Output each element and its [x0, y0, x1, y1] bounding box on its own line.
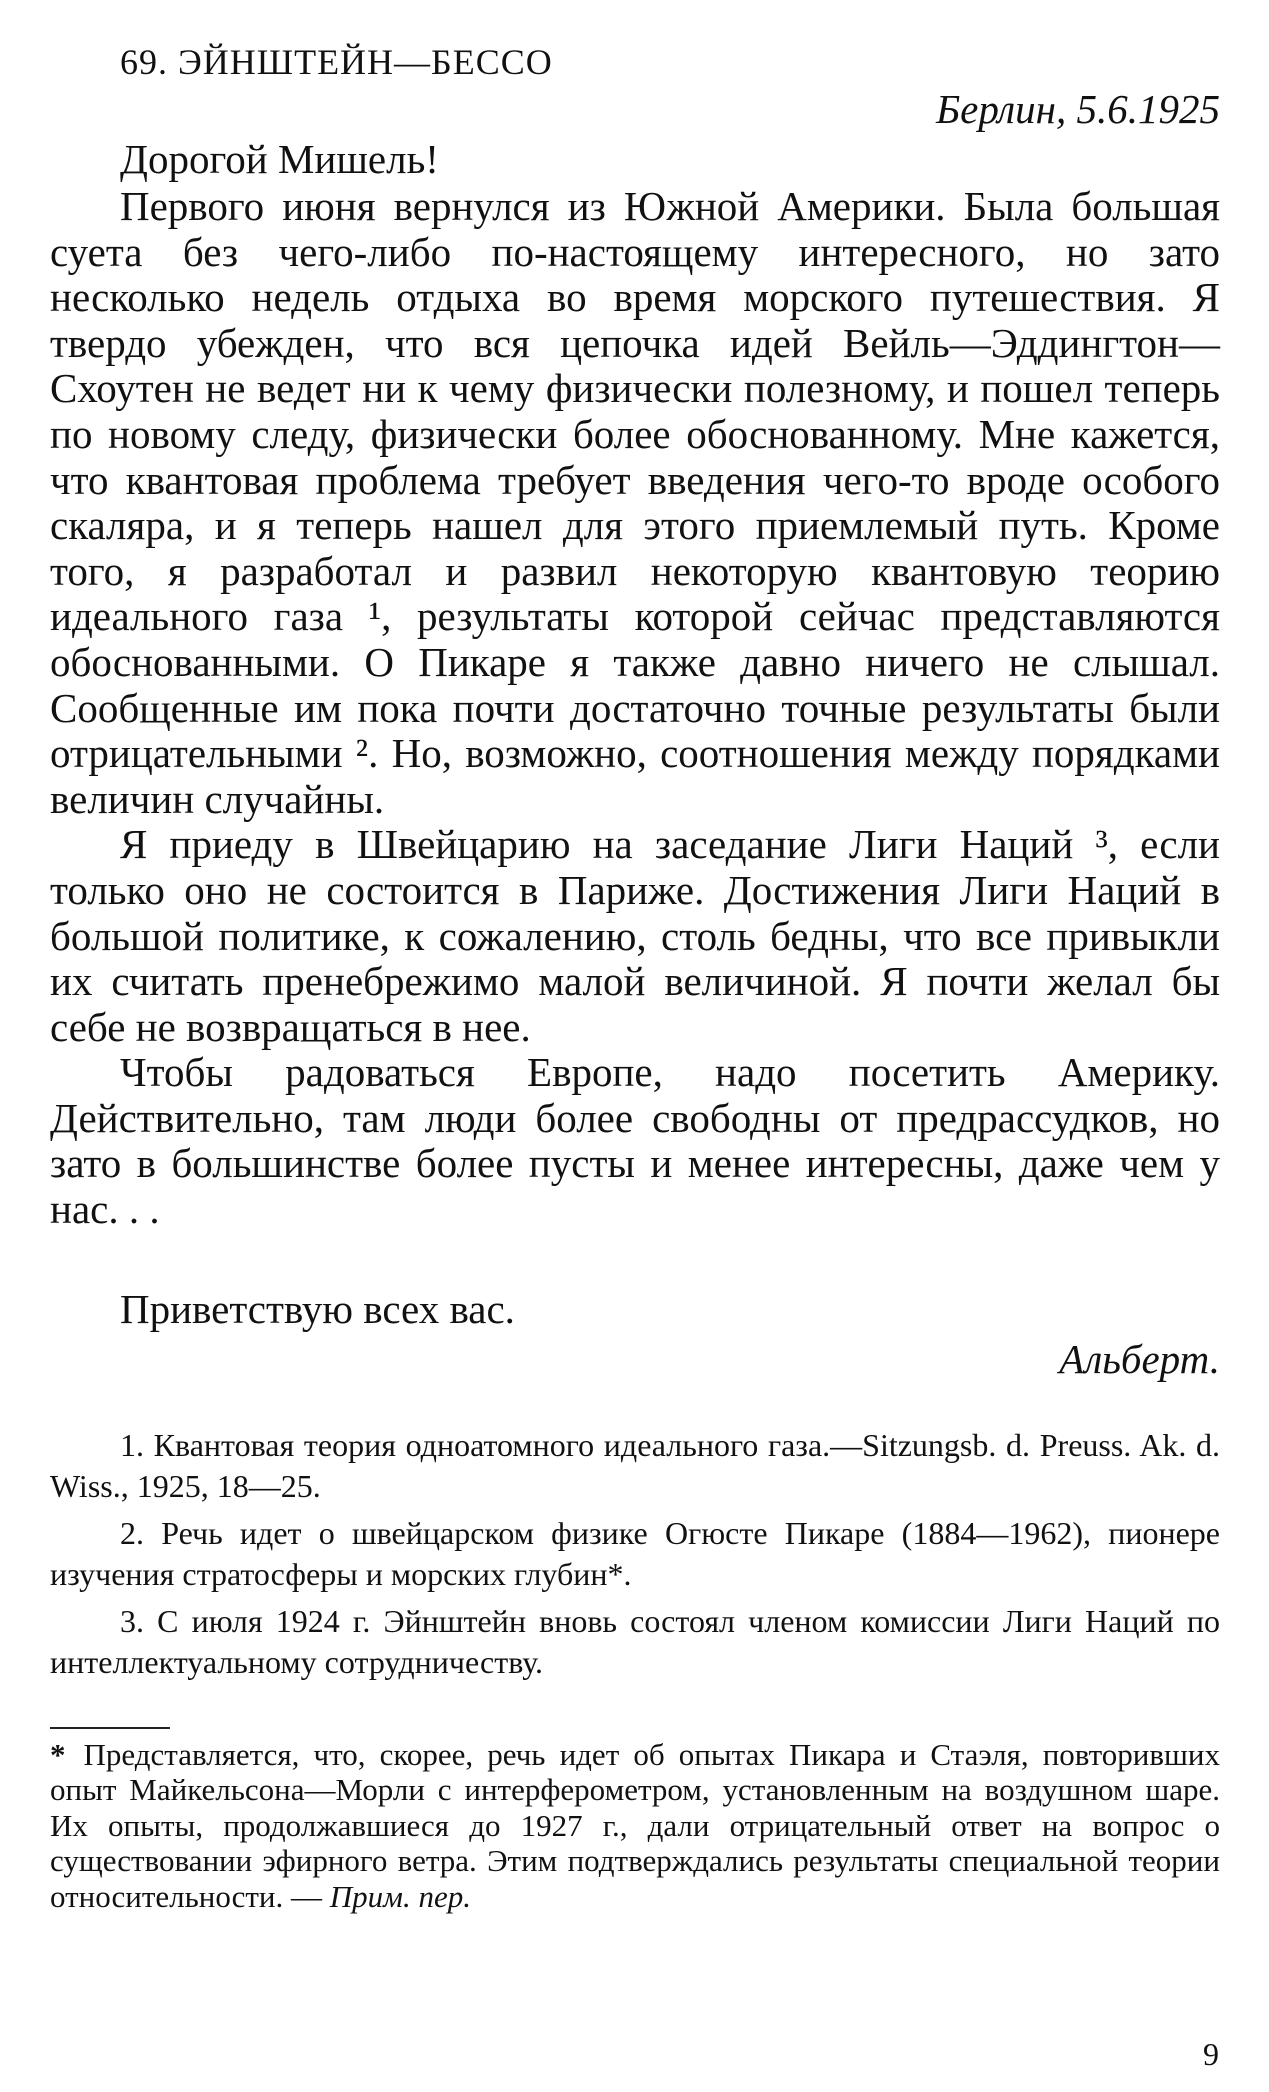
- letter-body: [50, 184, 1220, 1233]
- letter-heading: 69. ЭЙНШТЕЙН—БЕССО: [120, 42, 553, 82]
- salutation: Дорогой Мишель!: [120, 136, 439, 182]
- signature: Альберт.: [1059, 1335, 1220, 1382]
- translator-footnote: [50, 1737, 1220, 1915]
- letter-paragraph-3: Чтобы радоваться Европе, надо посетить Америку. Действительно, там люди более свободны от предрассудков, но зато в большинстве более пусты и менее интересны, даже чем у нас. . .: [50, 1049, 1220, 1233]
- closing-greeting: Приветствую всех вас.: [120, 1285, 515, 1332]
- letter-paragraph-1: Первого июня вернулся из Южной Америки. Была большая суета без чего-либо по-настоящему интересного, но зато несколько недель отдыха во время морского путешествия. Я твердо убежден, что вся цепочка идей Вейль—Эддингтон—Схоутен не ведет ни к чему физически полезному, и пошел теперь по новому следу, физически более обоснованному. Мне кажется, что квантовая проблема требует введения чего-то вроде особого скаляра, и я теперь нашел для этого приемлемый путь. Кроме того, я разработал и развил некоторую квантовую теорию идеального газа ¹, результаты которой сейчас представляются обоснованными. О Пикаре я также давно ничего не слышал. Сообщенные им пока почти достаточно точные результаты были отрицательными ². Но, возможно, соотношения между порядками величин случайны.: [50, 183, 1220, 822]
- footnote-divider: [50, 1727, 170, 1729]
- endnote-3: 3. С июля 1924 г. Эйнштейн вновь состоял членом комиссии Лиги Наций по интеллектуальному сотрудничеству.: [50, 1602, 1220, 1680]
- footnote-attribution: Прим. пер.: [329, 1878, 471, 1914]
- endnote-2: 2. Речь идет о швейцарском физике Огюсте Пикаре (1884—1962), пионере изучения стратосферы и морских глубин*.: [50, 1514, 1220, 1592]
- book-page: [50, 40, 1220, 1914]
- endnote-1: 1. Квантовая теория одноатомного идеального газа.—Sitzungsb. d. Preuss. Ak. d. Wiss., 1925, 18—25.: [50, 1426, 1220, 1504]
- footnote-mark: *: [50, 1736, 66, 1772]
- footnote-text: Представляется, что, скорее, речь идет об опытах Пикара и Стаэля, повторивших опыт Майкельсона—Морли с интерферометром, установленным на воздушном шаре. Их опыты, продолжавшиеся до 1927 г., дали отрицательный ответ на вопрос о существовании эфирного ветра. Этим подтверждались результаты специальной теории относительности. —: [50, 1736, 1220, 1914]
- page-number: 9: [1203, 2036, 1219, 2072]
- letter-paragraph-2: Я приеду в Швейцарию на заседание Лиги Наций ³, если только оно не состоится в Париже. Достижения Лиги Наций в большой политике, к сожалению, столь бедны, что все привыкли их считать пренебрежимо малой величиной. Я почти желал бы себе не возвращаться в нее.: [50, 821, 1220, 1050]
- place-date: Берлин, 5.6.1925: [935, 86, 1220, 132]
- endnotes: [50, 1425, 1220, 1683]
